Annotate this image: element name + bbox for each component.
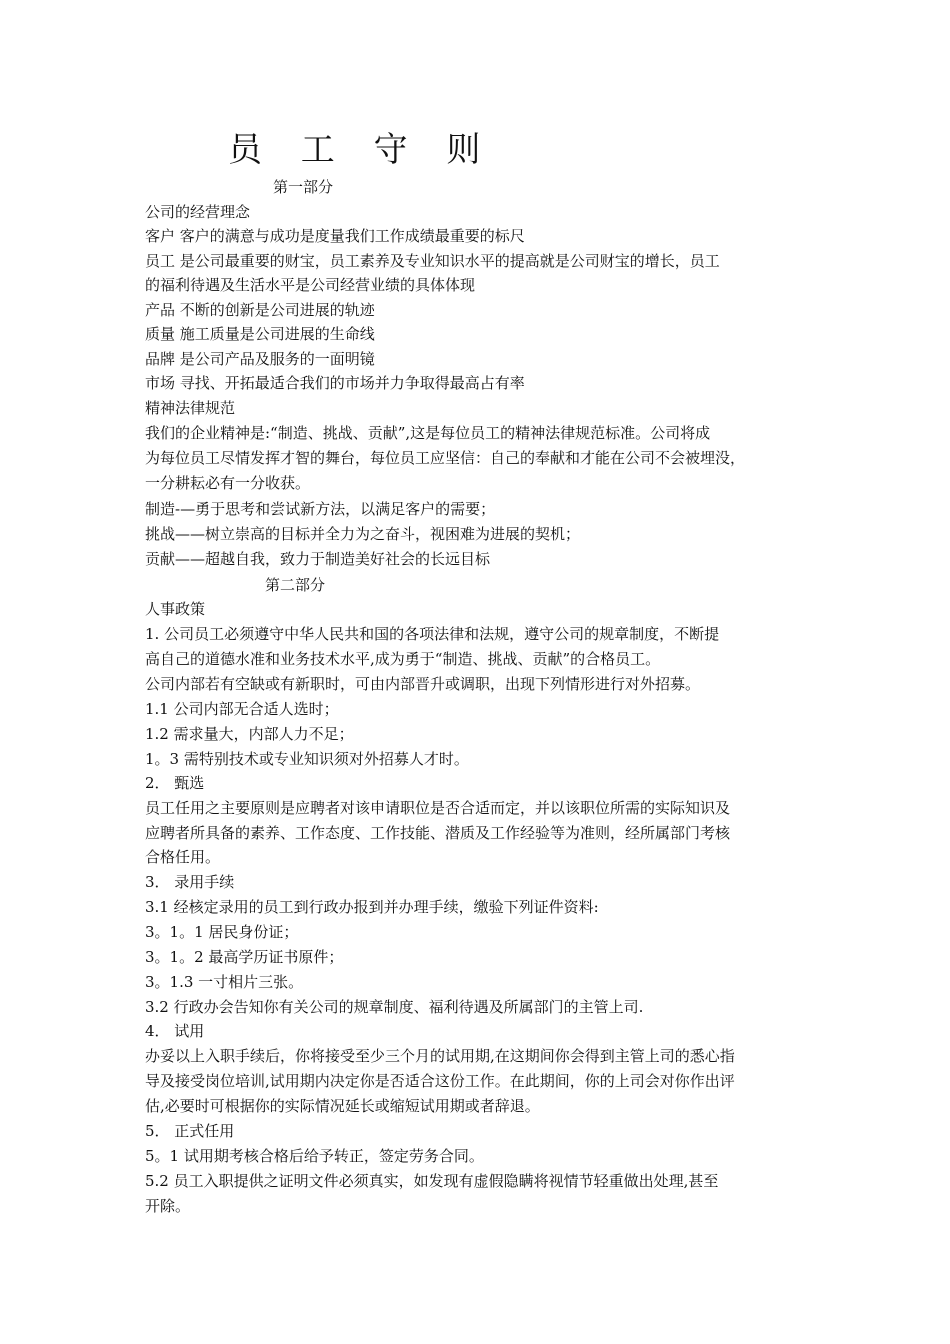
section-heading: 第一部分 [273, 178, 334, 196]
subsection-heading: 5． 正式任用 [145, 1122, 235, 1140]
subsection-heading: 2． 甄选 [145, 774, 205, 792]
text-line: 一分耕耘必有一分收获。 [145, 474, 311, 492]
text-line: 1.1 公司内部无合适人选时； [145, 700, 339, 718]
text-line: 公司内部若有空缺或有新职时，可由内部晋升或调职，出现下列情形进行对外招募。 [145, 675, 701, 693]
text-line: 1.2 需求量大，内部人力不足； [145, 725, 354, 743]
text-line: 我们的企业精神是:“制造、挑战、贡献”,这是每位员工的精神法律规范标准。公司将成 [145, 424, 711, 442]
subsection-heading: 公司的经营理念 [145, 203, 251, 221]
text-line: 客户 客户的满意与成功是度量我们工作成绩最重要的标尺 [145, 227, 525, 245]
subsection-heading: 4． 试用 [145, 1022, 205, 1040]
text-line: 开除。 [145, 1197, 191, 1215]
text-line: 估,必要时可根据你的实际情况延长或缩短试用期或者辞退。 [145, 1097, 540, 1115]
text-line: 办妥以上入职手续后，你将接受至少三个月的试用期,在这期间你会得到主管上司的悉心指 [145, 1047, 735, 1065]
text-line: 员工任用之主要原则是应聘者对该申请职位是否合适而定，并以该职位所需的实际知识及 [145, 799, 731, 817]
text-line: 员工 是公司最重要的财宝，员工素养及专业知识水平的提高就是公司财宝的增长，员工 [145, 252, 720, 270]
text-line: 3。1.3 一寸相片三张。 [145, 973, 304, 991]
text-line: 挑战——树立崇高的目标并全力为之奋斗，视困难为进展的契机； [145, 525, 581, 543]
text-line: 1. 公司员工必须遵守中华人民共和国的各项法律和法规，遵守公司的规章制度，不断提 [145, 625, 720, 643]
text-line: 合格任用。 [145, 848, 221, 866]
text-line: 5.2 员工入职提供之证明文件必须真实，如发现有虚假隐瞒将视情节轻重做出处理,甚至 [145, 1172, 719, 1190]
text-line: 的福利待遇及生活水平是公司经营业绩的具体体现 [145, 276, 476, 294]
text-line: 应聘者所具备的素养、工作态度、工作技能、潜质及工作经验等为准则，经所属部门考核 [145, 824, 731, 842]
text-line: 5。1 试用期考核合格后给予转正，签定劳务合同。 [145, 1147, 484, 1165]
text-line: 导及接受岗位培训,试用期内决定你是否适合这份工作。在此期间，你的上司会对你作出评 [145, 1072, 735, 1090]
text-line: 1。3 需特别技术或专业知识须对外招募人才时。 [145, 750, 469, 768]
subsection-heading: 精神法律规范 [145, 399, 236, 417]
subsection-heading: 3． 录用手续 [145, 873, 235, 891]
text-line: 为每位员工尽情发挥才智的舞台，每位员工应坚信：自己的奉献和才能在公司不会被埋没， [145, 449, 746, 467]
text-line: 3。1。2 最高学历证书原件； [145, 948, 344, 966]
text-line: 市场 寻找、开拓最适合我们的市场并力争取得最高占有率 [145, 374, 525, 392]
text-line: 3.1 经核定录用的员工到行政办报到并办理手续，缴验下列证件资料: [145, 898, 599, 916]
section-heading: 第二部分 [265, 576, 326, 594]
text-line: 3。1。1 居民身份证； [145, 923, 299, 941]
text-line: 质量 施工质量是公司进展的生命线 [145, 325, 375, 343]
text-line: 高自己的道德水准和业务技术水平,成为勇于“制造、挑战、贡献”的合格员工。 [145, 650, 661, 668]
subsection-heading: 人事政策 [145, 600, 206, 618]
document-title: 员 工 守 则 [228, 130, 495, 170]
text-line: 制造-—勇于思考和尝试新方法，以满足客户的需要； [145, 500, 496, 518]
text-line: 3.2 行政办会告知你有关公司的规章制度、福利待遇及所属部门的主管上司. [145, 998, 644, 1016]
text-line: 产品 不断的创新是公司进展的轨迹 [145, 301, 375, 319]
text-line: 贡献——超越自我，致力于制造美好社会的长远目标 [145, 550, 491, 568]
text-line: 品牌 是公司产品及服务的一面明镜 [145, 350, 375, 368]
